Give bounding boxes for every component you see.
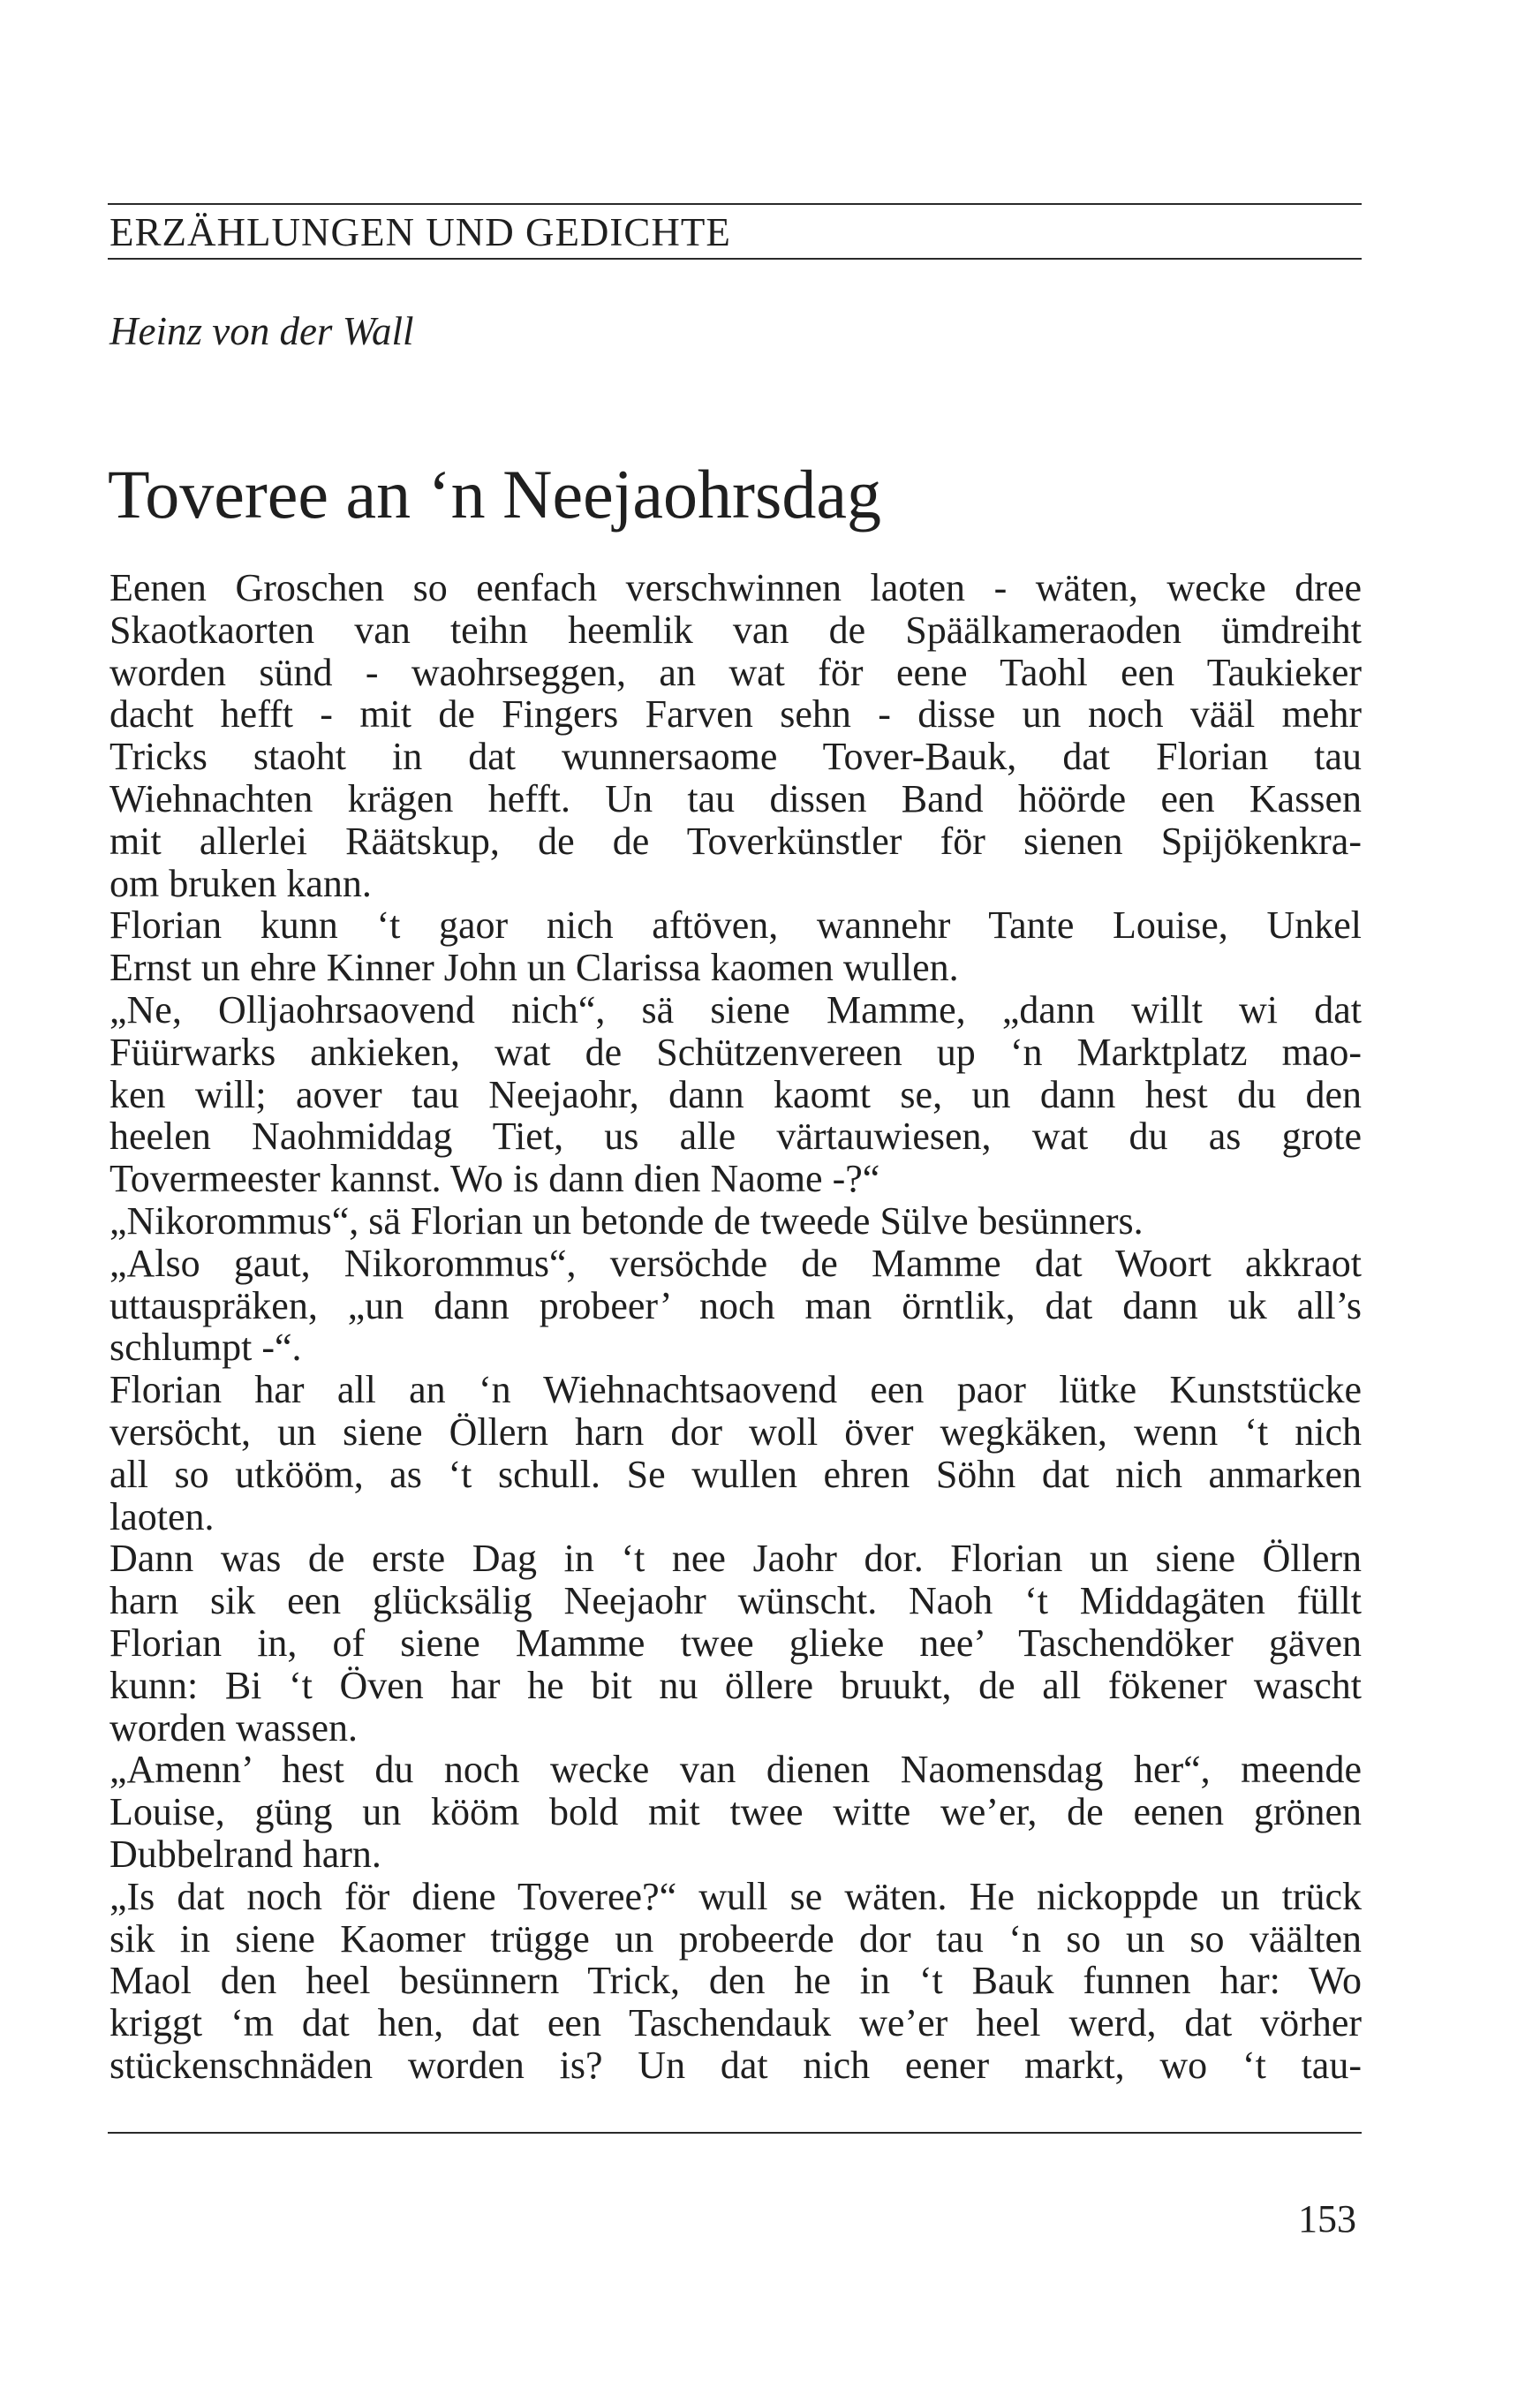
- body-line: stückenschnäden worden is? Un dat nich eener markt, wo ‘t tau-: [109, 2043, 1362, 2087]
- body-line: mit allerlei Räätskup, de de Toverkünstler för sienen Spijökenkra-: [109, 819, 1362, 863]
- body-line: kriggt ‘m dat hen, dat een Taschendauk we’er heel werd, dat vörher: [109, 2001, 1362, 2045]
- body-line: sik in siene Kaomer trügge un probeerde dor tau ‘n so un so väälten: [109, 1916, 1362, 1961]
- body-line: dacht hefft - mit de Fingers Farven sehn - disse un noch vääl mehr: [109, 692, 1362, 737]
- body-line: heelen Naohmiddag Tiet, us alle värtauwiesen, wat du as grote: [109, 1115, 1362, 1159]
- body-line: all so utkööm, as ‘t schull. Se wullen ehren Söhn dat nich anmarken: [109, 1452, 1362, 1496]
- body-line: Ernst un ehre Kinner John un Clarissa kaomen wullen.: [109, 946, 959, 990]
- body-line: Louise, güng un kööm bold mit twee witte we’er, de eenen grönen: [109, 1790, 1362, 1834]
- body-line: Tricks staoht in dat wunnersaome Tover-Bauk, dat Florian tau: [109, 735, 1362, 779]
- body-line: worden sünd - waohrseggen, an wat för eene Taohl een Taukieker: [109, 650, 1362, 694]
- body-line: schlumpt -“.: [109, 1326, 302, 1370]
- body-line: „Nikorommus“, sä Florian un betonde de tweede Sülve besünners.: [109, 1198, 1144, 1243]
- body-line: harn sik een glücksälig Neejaohr wünscht. Naoh ‘t Middagäten füllt: [109, 1579, 1362, 1623]
- body-line: Tovermeester kannst. Wo is dann dien Naome -?“: [109, 1157, 880, 1201]
- body-line: om bruken kann.: [109, 861, 372, 905]
- body-line: Skaotkaorten van teihn heemlik van de Späälkameraoden ümdreiht: [109, 608, 1362, 652]
- footer-rule: [108, 2132, 1362, 2134]
- body-line: Dann was de erste Dag in ‘t nee Jaohr dor. Florian un siene Öllern: [109, 1537, 1362, 1581]
- story-title: Toveree an ‘n Neejaohrsdag: [108, 456, 881, 533]
- author-name: Heinz von der Wall: [109, 309, 414, 353]
- body-line: Florian in, of siene Mamme twee glieke nee’ Taschendöker gäven: [109, 1621, 1362, 1665]
- body-line: „Is dat noch för diene Toveree?“ wull se wäten. He nickoppde un trück: [109, 1874, 1362, 1918]
- body-line: uttauspräken, „un dann probeer’ noch man örntlik, dat dann uk all’s: [109, 1283, 1362, 1327]
- body-line: Eenen Groschen so eenfach verschwinnen laoten - wäten, wecke dree: [109, 566, 1362, 609]
- body-line: „Also gaut, Nikorommus“, versöchde de Mamme dat Woort akkraot: [109, 1241, 1362, 1285]
- body-line: ken will; aover tau Neejaohr, dann kaomt se, un dann hest du den: [109, 1072, 1362, 1116]
- body-line: „Amenn’ hest du noch wecke van dienen Naomensdag her“, meende: [109, 1748, 1362, 1792]
- body-line: Florian kunn ‘t gaor nich aftöven, wannehr Tante Louise, Unkel: [109, 903, 1362, 948]
- body-line: „Ne, Olljaohrsaovend nich“, sä siene Mamme, „dann willt wi dat: [109, 987, 1362, 1032]
- page-number: 153: [1298, 2197, 1356, 2241]
- body-line: laoten.: [109, 1494, 215, 1538]
- top-rule: [108, 203, 1362, 205]
- body-line: kunn: Bi ‘t Öven har he bit nu öllere bruukt, de all fökener wascht: [109, 1663, 1362, 1707]
- body-line: Maol den heel besünnern Trick, den he in ‘t Bauk funnen har: Wo: [109, 1959, 1362, 2003]
- body-line: Florian har all an ‘n Wiehnachtsaovend een paor lütke Kunststücke: [109, 1368, 1362, 1412]
- section-header: ERZÄHLUNGEN UND GEDICHTE: [109, 210, 731, 254]
- body-line: Füürwarks ankieken, wat de Schützenvereen up ‘n Marktplatz mao-: [109, 1030, 1362, 1074]
- header-underline-rule: [108, 258, 1362, 260]
- story-body: [109, 567, 1362, 2087]
- body-line: worden wassen.: [109, 1705, 359, 1749]
- body-line: Wiehnachten krägen hefft. Un tau dissen Band höörde een Kassen: [109, 776, 1362, 820]
- body-line: Dubbelrand harn.: [109, 1832, 381, 1876]
- body-line: versöcht, un siene Öllern harn dor woll över wegkäken, wenn ‘t nich: [109, 1409, 1362, 1454]
